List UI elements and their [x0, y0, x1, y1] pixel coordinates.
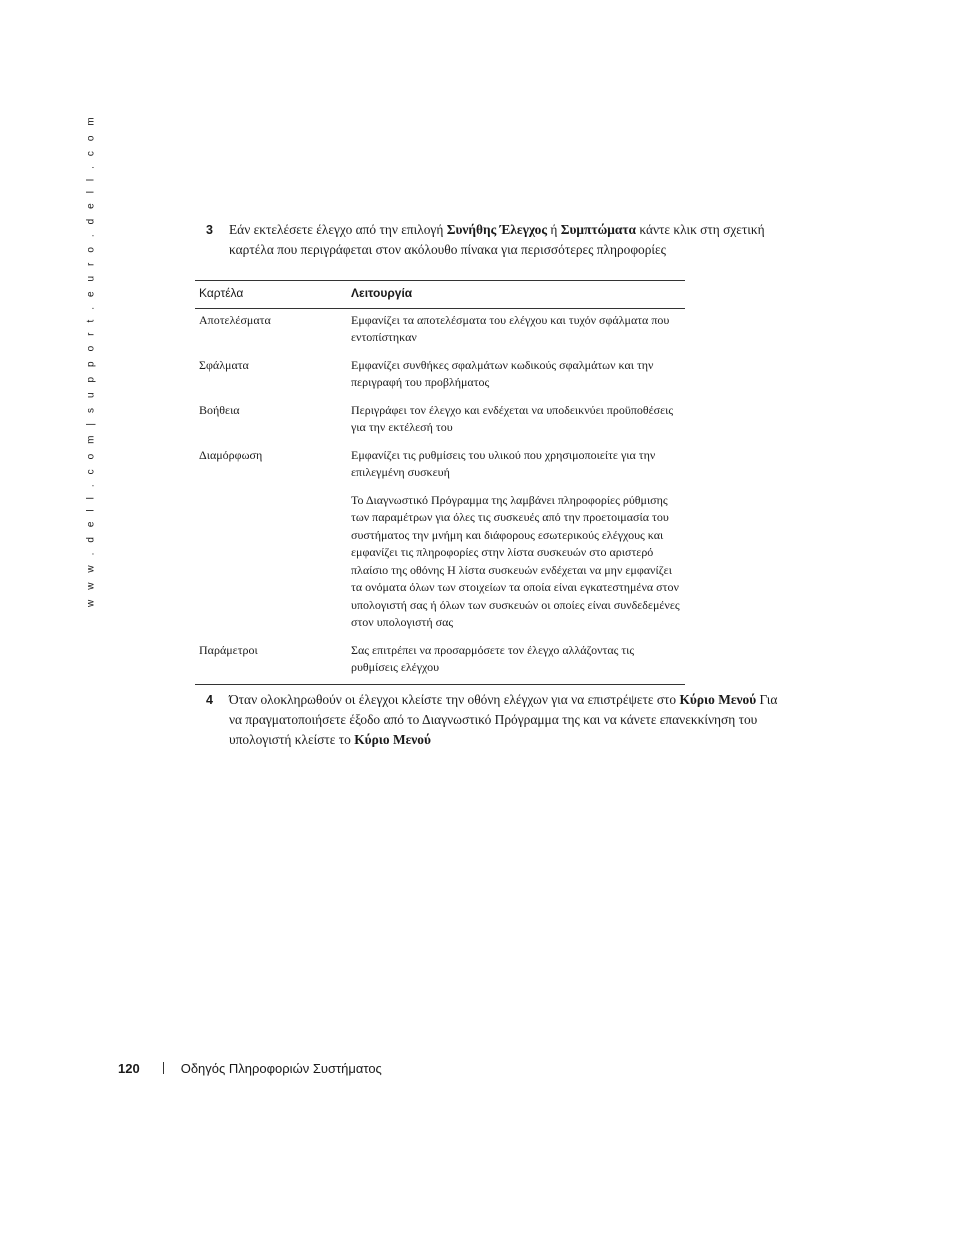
tab-name: Διαμόρφωση [199, 447, 263, 462]
column-header: Καρτέλα [195, 281, 347, 309]
step-3 [206, 220, 786, 260]
tab-description: Περιγράφει τον έλεγχο και ενδέχεται να υποδεικνύει προϋποθέσεις για την εκτέλεσή του [351, 402, 674, 434]
table-row [195, 354, 685, 399]
sidebar-url: w w w . d e l l . c o m | s u p p o r t . e u r o . d e l l . c o m [85, 113, 97, 607]
tab-name [195, 489, 347, 639]
step-text-part: κάντε κλικ στη σχετική καρτέλα που περιγράφεται στον ακόλουθο πίνακα για περισσότερες πληροφορίες [229, 222, 765, 257]
document-title: Οδηγός Πληροφοριών Συστήματος [180, 1061, 382, 1076]
table-header-row [195, 281, 685, 309]
table-row [195, 639, 685, 685]
step-4 [206, 690, 786, 750]
tab-description: Εμφανίζει τα αποτελέσματα του ελέγχου και τυχόν σφάλματα που εντοπίστηκαν [351, 312, 670, 344]
step-number: 3 [206, 223, 213, 237]
tab-name: Παράμετροι [195, 639, 347, 685]
step-text-part: ή [546, 222, 561, 237]
table-row [195, 444, 685, 489]
tab-name: Αποτελέσματα [199, 312, 271, 327]
step-text [229, 220, 786, 260]
menu-name: Κύριο Μενού [679, 692, 757, 707]
option-name: Συνήθης Έλεγχος [446, 222, 547, 237]
footer-divider [163, 1062, 164, 1074]
step-number: 4 [206, 693, 213, 707]
tabs-table [195, 280, 685, 685]
tab-name: Βοήθεια [199, 402, 240, 417]
page-number: 120 [118, 1061, 140, 1076]
step-text-part: Όταν ολοκληρωθούν οι έλεγχοι κλείστε την οθόνη ελέγχων για να επιστρέψετε στο [229, 692, 680, 707]
tab-description: Σας επιτρέπει να προσαρμόσετε τον έλεγχο αλλάζοντας τις ρυθμίσεις ελέγχου [347, 639, 685, 685]
tab-description: Εμφανίζει τις ρυθμίσεις του υλικού που χρησιμοποιείτε για την επιλεγμένη συσκευή [351, 447, 656, 479]
page-footer [118, 1061, 382, 1076]
table-row [195, 399, 685, 444]
table-row [195, 308, 685, 354]
column-header: Λειτουργία [347, 281, 685, 309]
tab-name: Σφάλματα [199, 357, 249, 372]
menu-name: Κύριο Μενού [354, 732, 431, 747]
step-text-part: Για να πραγματοποιήσετε έξοδο από το Διαγνωστικό Πρόγραμμα της και να κάνετε επανεκκίνηση του υπολογιστή κλείστε το [229, 692, 778, 747]
option-name: Συμπτώματα [560, 222, 636, 237]
tab-description: Εμφανίζει συνθήκες σφαλμάτων κωδικούς σφαλμάτων και την περιγραφή του προβλήματος [351, 357, 654, 389]
table-row [195, 489, 685, 639]
step-text-part: Εάν εκτελέσετε έλεγχο από την επιλογή [229, 222, 447, 237]
tab-description: Το Διαγνωστικό Πρόγραμμα της λαμβάνει πληροφορίες ρύθμισης των παραμέτρων για όλες τις συσκευές από την προετοιμασία του συστήματος την μνήμη και διάφορους εσωτερικούς ελέγχους και εμφανίζει τις πληροφορίες στην λίστα συσκευών στο αριστερό πλαίσιο της οθόνης Η λίστα συσκευών ενδέχεται να μην εμφανίζει τα ονόματα όλων των στοιχείων τα οποία είναι εγκατεστημένα στον υπολογιστή σας ή όλων των συσκευών οι οποίες είναι συνδεδεμένες στον υπολογιστή σας [351, 492, 680, 629]
step-text [229, 690, 786, 750]
